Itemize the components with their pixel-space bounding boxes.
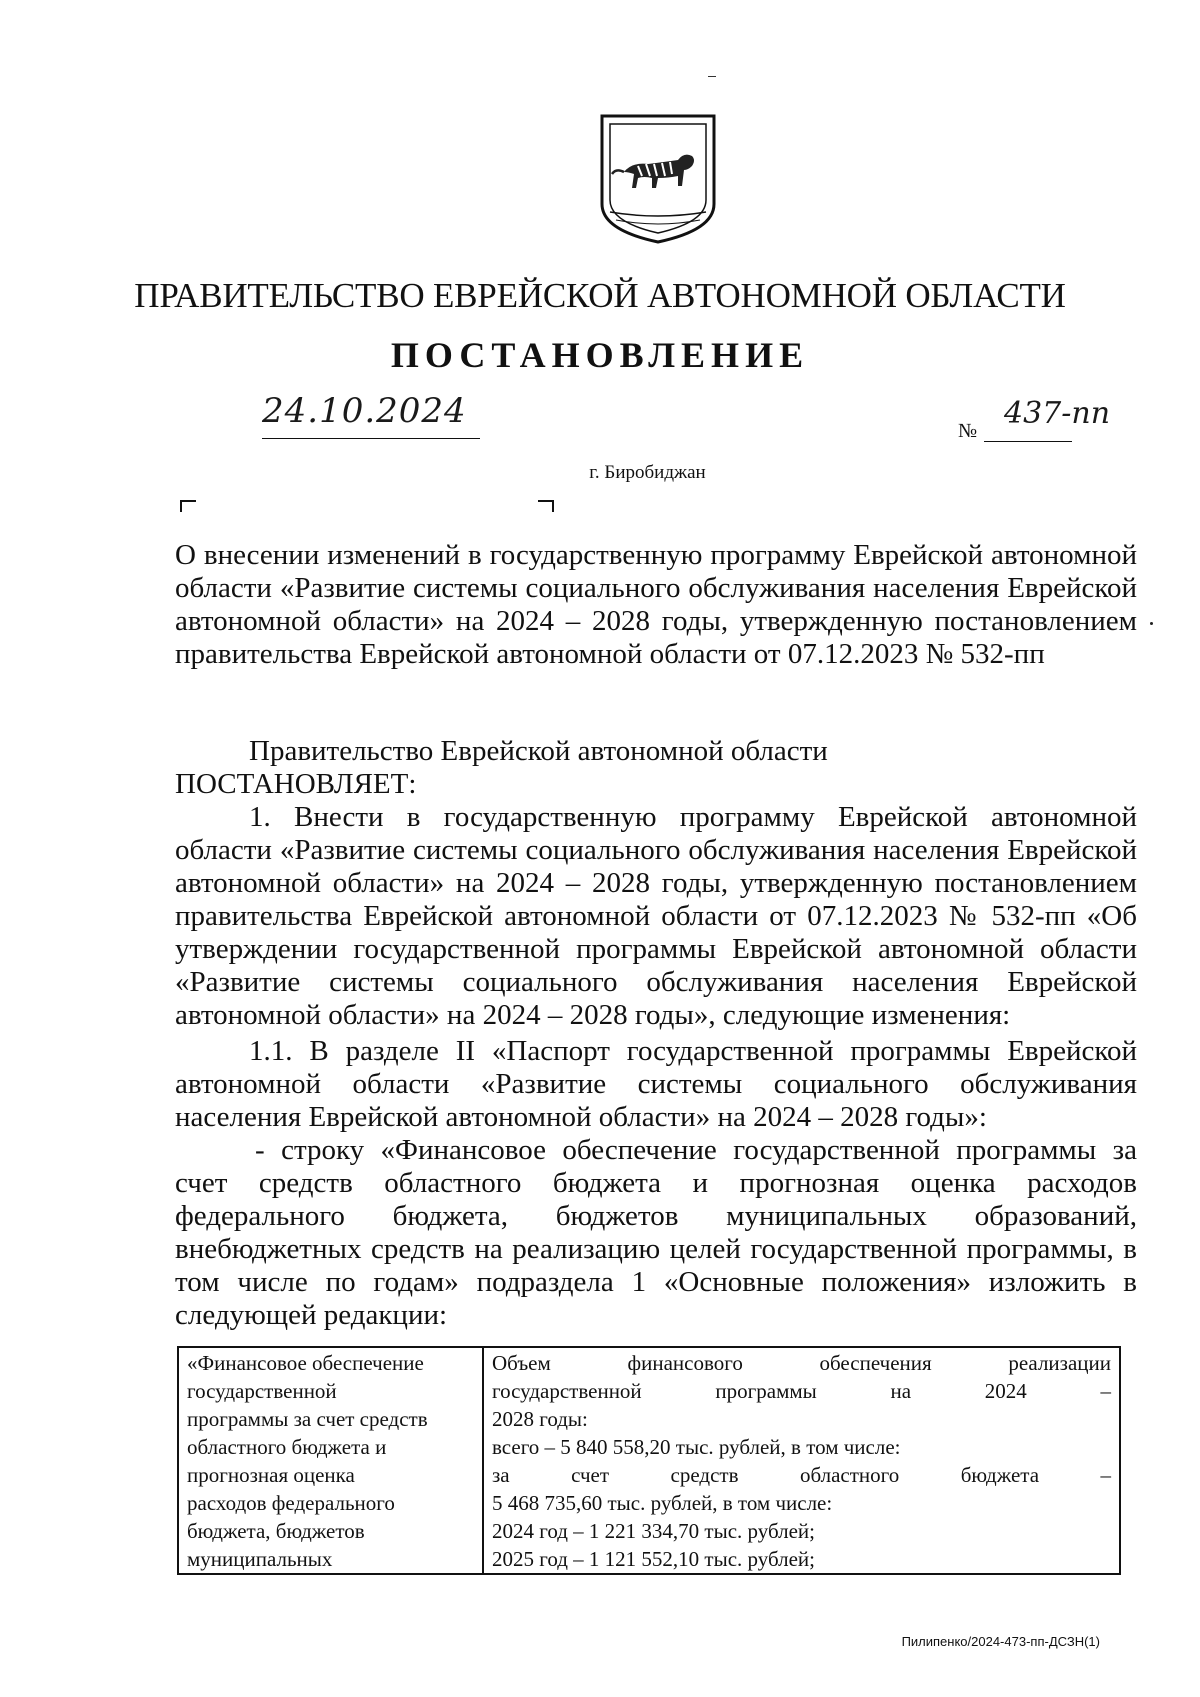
- label-line: областного бюджета и: [187, 1435, 387, 1459]
- table-cell-value: [483, 1347, 1120, 1574]
- financing-table: [177, 1346, 1121, 1575]
- footer-reference: Пилипенко/2024-473-пп-ДСЗН(1): [901, 1634, 1100, 1649]
- subject-corner-right: [538, 500, 554, 512]
- value-line: за счет средств областного бюджета –: [492, 1463, 1111, 1487]
- item-1-1: 1.1. В разделе II «Паспорт государственной программы Еврейской автономной области «Развитие системы социального обслуживания населения Еврейской автономной области» на 2024 – 2028 годы»:: [175, 1035, 1137, 1133]
- handwritten-date: 24.10.2024: [262, 391, 467, 431]
- government-line: Правительство Еврейской автономной области: [249, 735, 828, 767]
- label-line: прогнозная оценка: [187, 1463, 355, 1487]
- margin-mark: [1150, 622, 1153, 625]
- document-subject: О внесении изменений в государственную программу Еврейской автономной области «Развитие системы социального обслуживания населения Еврейской автономной области» на 2024 – 2028 годы, утвержденную постановлением правительства Еврейской автономной области от 07.12.2023 № 532-пп: [175, 539, 1137, 670]
- document-type-title: ПОСТАНОВЛЕНИЕ: [390, 335, 810, 375]
- label-line: расходов федерального: [187, 1491, 395, 1515]
- table-cell-label: [178, 1347, 483, 1574]
- scan-mark: [708, 76, 716, 77]
- label-line: бюджета, бюджетов: [187, 1519, 365, 1543]
- label-line: муниципальных: [187, 1547, 333, 1571]
- number-underline: [984, 441, 1072, 442]
- date-underline: [262, 438, 480, 439]
- label-line: «Финансовое обеспечение: [187, 1351, 424, 1375]
- table-row: [178, 1347, 1120, 1574]
- label-line: государственной: [187, 1379, 337, 1403]
- city-name: г. Биробиджан: [589, 462, 706, 483]
- value-line: 2028 годы:: [492, 1407, 588, 1431]
- value-line: 2024 год – 1 221 334,70 тыс. рублей;: [492, 1519, 816, 1543]
- value-line: 2025 год – 1 121 552,10 тыс. рублей;: [492, 1547, 816, 1571]
- subject-corner-left: [180, 500, 196, 512]
- value-line: Объем финансового обеспечения реализации: [492, 1351, 1111, 1375]
- label-line: программы за счет средств: [187, 1407, 428, 1431]
- coat-of-arms-tiger-icon: [598, 112, 718, 246]
- org-title: ПРАВИТЕЛЬСТВО ЕВРЕЙСКОЙ АВТОНОМНОЙ ОБЛАСТИ: [134, 276, 1066, 315]
- value-line: государственной программы на 2024 –: [492, 1379, 1111, 1403]
- item-1: 1. Внести в государственную программу Еврейской автономной области «Развитие системы социального обслуживания населения Еврейской автономной области» на 2024 – 2028 годы, утвержденную постановлением правительства Еврейской автономной области от 07.12.2023 № 532-пп «Об утверждении государственной программы Еврейской автономной области «Развитие системы социального обслуживания населения Еврейской автономной области» на 2024 – 2028 годы», следующие изменения:: [175, 801, 1137, 1031]
- value-line: всего – 5 840 558,20 тыс. рублей, в том числе:: [492, 1435, 901, 1459]
- item-dash: - строку «Финансовое обеспечение государственной программы за счет средств областного бюджета и прогнозная оценка расходов федерального бюджета, бюджетов муниципальных образований, внебюджетных средств на реализацию целей государственной программы, в том числе по годам» подраздела 1 «Основные положения» изложить в следующей редакции:: [175, 1134, 1137, 1331]
- value-line: 5 468 735,60 тыс. рублей, в том числе:: [492, 1491, 833, 1515]
- resolves-heading: ПОСТАНОВЛЯЕТ:: [175, 768, 417, 800]
- number-label: №: [958, 420, 978, 442]
- handwritten-number: 437-пп: [1004, 396, 1111, 431]
